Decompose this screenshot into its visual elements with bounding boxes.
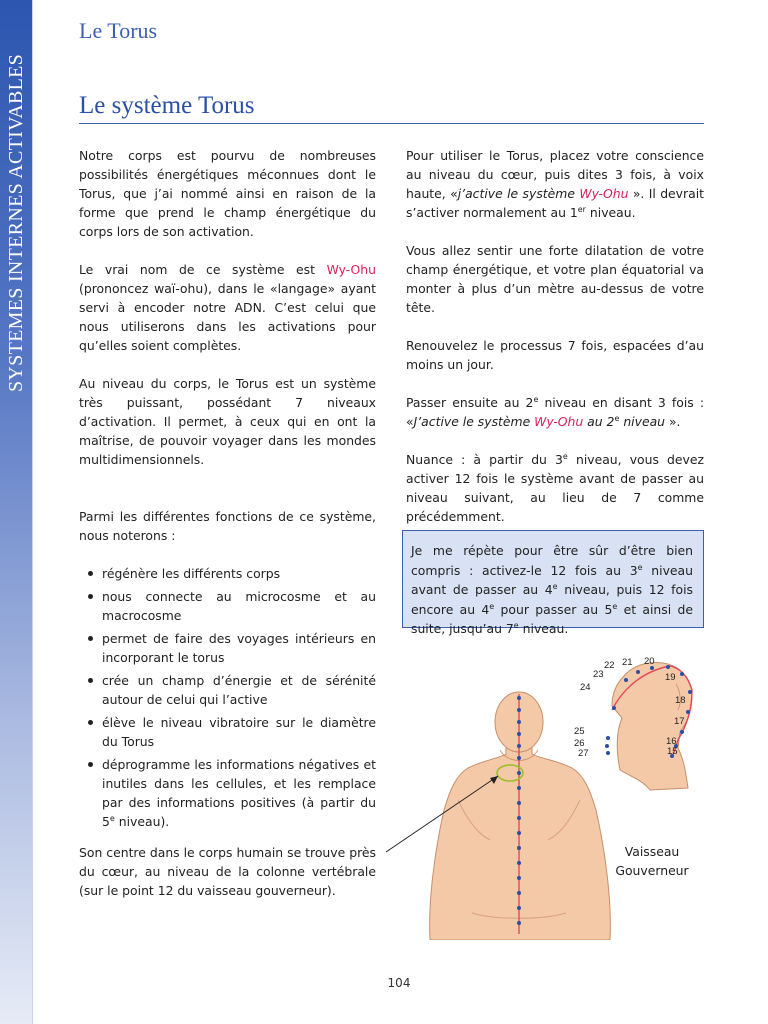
functions-list <box>79 564 376 831</box>
page-number: 104 <box>387 976 411 990</box>
list-item: crée un champ d’énergie et de sérénité autour de celui qui l’active <box>79 671 376 709</box>
point-label: 15 <box>667 746 678 757</box>
true-name-paragraph: Le vrai nom de ce système est Wy-Ohu (prononcez waï-ohu), dans le «langage» ayant servi à encoder notre ADN. C’est celui que nous utiliserons dans les activations pour qu’elles soient complètes. <box>79 262 376 353</box>
sidebar-divider <box>32 0 33 1024</box>
intro-paragraph: Notre corps est pourvu de nombreuses possibilités énergétiques méconnues dont le Torus, que j’ai nommé ainsi en raison de la forme que prend le champ énergétique du corps lors de son activation. <box>79 148 376 239</box>
repeat-paragraph: Renouvelez le processus 7 fois, espacées d’au moins un jour. <box>406 338 704 372</box>
left-column <box>79 146 376 919</box>
callout-box: Je me répète pour être sûr d’être bien compris : activez-le 12 fois au 3e niveau avant de passer au 4e niveau, puis 12 fois encore au 4e pour passer au 5e et ainsi de suite, jusqu’au 7e niveau. <box>402 530 704 628</box>
point-label: 25 <box>574 726 585 737</box>
list-item: permet de faire des voyages intérieurs en incorporant le torus <box>79 629 376 667</box>
list-item: élève le niveau vibratoire sur le diamètre du Torus <box>79 713 376 751</box>
dilatation-paragraph: Vous allez sentir une forte dilatation de votre champ énergétique, et votre plan équatorial va monter à plus d’un mètre au-dessus de votre tête. <box>406 243 704 315</box>
point-label: 22 <box>604 660 615 671</box>
nuance-paragraph: Nuance : à partir du 3e niveau, vous devez activer 12 fois le système avant de passer au niveau suivant, au lieu de 7 comme précédemment. <box>406 452 705 524</box>
wy-ohu-name: Wy-Ohu <box>534 414 584 429</box>
point-label: 21 <box>622 657 633 668</box>
level-two-paragraph: Passer ensuite au 2e niveau en disant 3 fois : «J’active le système Wy-Ohu au 2e niveau ». <box>406 395 704 429</box>
wy-ohu-name: Wy-Ohu <box>326 262 376 277</box>
point-label: 26 <box>574 738 585 749</box>
figure-caption: Vaisseau Gouverneur <box>615 844 689 878</box>
functions-intro: Parmi les différentes fonctions de ce système, nous noterons : <box>79 509 376 543</box>
point-label: 24 <box>580 682 591 693</box>
point-label: 27 <box>578 748 589 759</box>
usage-paragraph: Pour utiliser le Torus, placez votre conscience au niveau du cœur, puis dites 3 fois, à voix haute, «j’active le système Wy-Ohu ». Il devrait s’activer normalement au 1er niveau. <box>406 148 704 220</box>
wy-ohu-name: Wy-Ohu <box>579 186 629 201</box>
list-item: déprogramme les informations négatives et inutiles dans les cellules, et les remplace par des informations positives (à partir du 5e niveau). <box>79 755 376 831</box>
sidebar-section-title: SYSTEMES INTERNES ACTIVABLES <box>5 54 27 393</box>
levels-paragraph: Au niveau du corps, le Torus est un système très puissant, possédant 7 niveaux d’activation. Il permet, à ceux qui en ont la maîtrise, de pouvoir voyager dans les mondes multidimensionnels. <box>79 376 376 467</box>
right-column <box>406 146 704 545</box>
point-label: 19 <box>665 672 676 683</box>
page-title: Le système Torus <box>79 92 255 119</box>
list-item: nous connecte au microcosme et au macrocosme <box>79 587 376 625</box>
governor-vessel-illustration <box>380 650 710 940</box>
point-label: 17 <box>674 716 685 727</box>
running-head: Le Torus <box>79 18 158 43</box>
title-rule <box>79 123 704 124</box>
list-item: régénère les différents corps <box>79 564 376 583</box>
point-label: 16 <box>666 736 677 747</box>
point-label: 18 <box>675 695 686 706</box>
point-label: 20 <box>644 656 655 667</box>
point-label: 23 <box>593 669 604 680</box>
center-paragraph: Son centre dans le corps humain se trouve près du cœur, au niveau de la colonne vertébrale (sur le point 12 du vaisseau gouverneur). <box>79 845 376 898</box>
